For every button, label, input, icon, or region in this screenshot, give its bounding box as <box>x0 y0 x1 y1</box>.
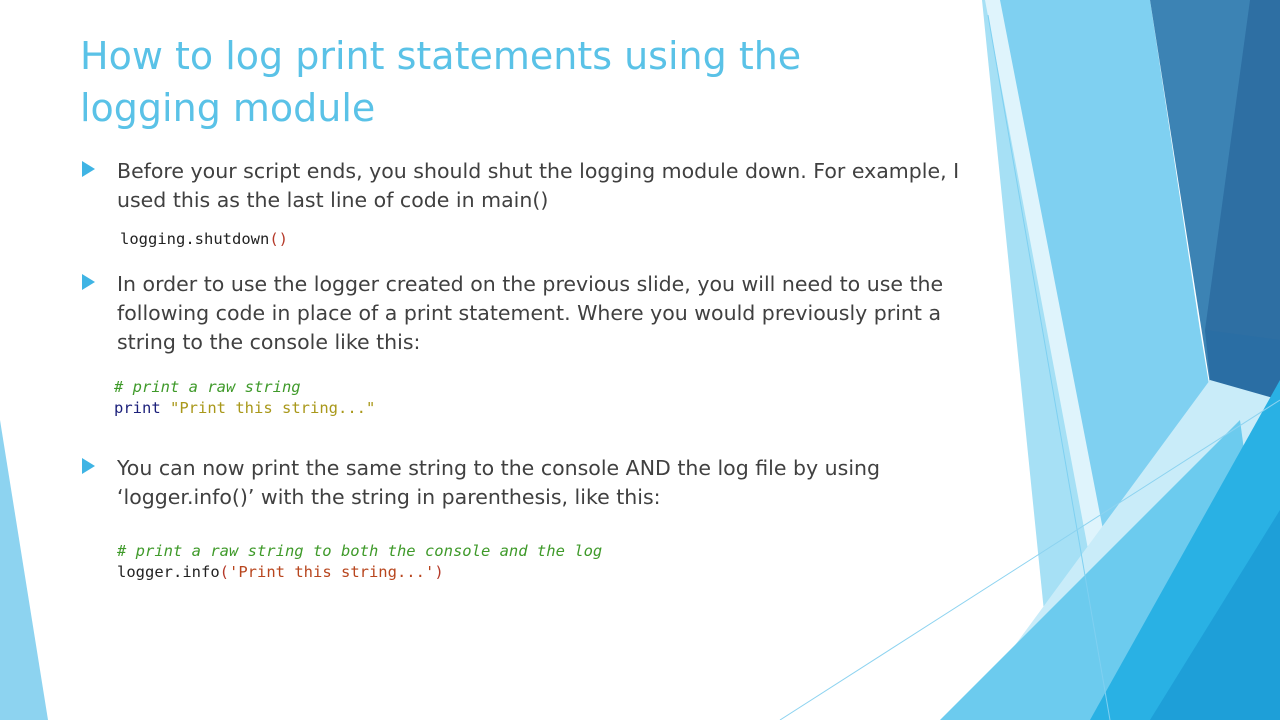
code-comment: # print a raw string to both the console and the log <box>117 542 603 560</box>
bullet-arrow-icon <box>82 458 95 474</box>
code-close-paren: ) <box>434 563 444 581</box>
code-call: logging.shutdown <box>120 230 270 248</box>
code-string: 'Print this string...' <box>229 563 435 581</box>
code-snippet-logger <box>117 541 602 583</box>
code-snippet-print <box>114 377 375 419</box>
code-comment: # print a raw string <box>114 378 301 396</box>
slide-title: How to log print statements using the logging module <box>80 34 802 130</box>
code-parens: () <box>269 230 288 248</box>
deco-left-sliver <box>0 420 48 720</box>
bullet-arrow-icon <box>82 274 95 290</box>
code-keyword: print <box>114 399 161 417</box>
bullet-3 <box>82 454 982 514</box>
bullet-1 <box>82 157 982 217</box>
code-string: "Print this string..." <box>170 399 376 417</box>
bullet-2-text: In order to use the logger created on the previous slide, you will need to use the following code in place of a print statement. Where you would previously print a string to the console like this: <box>117 272 944 354</box>
bullet-arrow-icon <box>82 161 95 177</box>
bullet-1-text: Before your script ends, you should shut the logging module down. For example, I used this as the last line of code in main() <box>117 159 960 212</box>
code-open-paren: ( <box>219 563 229 581</box>
bullet-3-text: You can now print the same string to the console AND the log file by using ‘logger.info()’ with the string in parenthesis, like this: <box>117 456 881 509</box>
bullet-2 <box>82 270 982 360</box>
code-call: logger.info <box>117 563 220 581</box>
code-snippet-shutdown <box>120 229 288 250</box>
